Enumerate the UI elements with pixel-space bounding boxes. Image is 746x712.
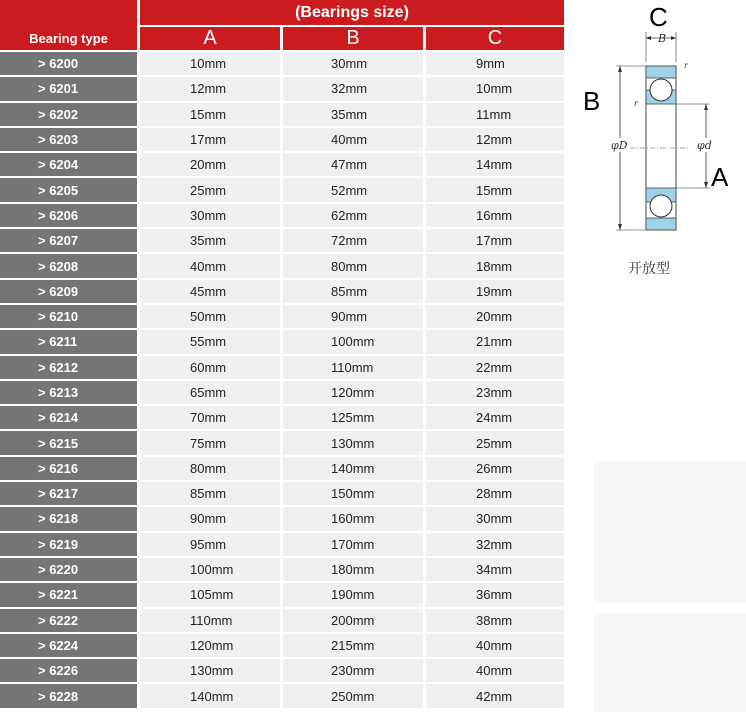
- size-c-cell: 32mm: [426, 533, 564, 558]
- size-c-cell: 24mm: [426, 406, 564, 431]
- bearing-type-cell: > 6224: [0, 634, 137, 659]
- size-c-cell: 9mm: [426, 52, 564, 77]
- size-a-cell: 95mm: [140, 533, 280, 558]
- bearing-type-cell: > 6208: [0, 254, 137, 279]
- column-b-header: B: [283, 27, 423, 52]
- size-a-cell: 105mm: [140, 583, 280, 608]
- size-a-cell: 10mm: [140, 52, 280, 77]
- bearing-type-cell: > 6213: [0, 381, 137, 406]
- bearing-type-cell: > 6200: [0, 52, 137, 77]
- size-b-cell: 52mm: [283, 178, 423, 203]
- size-c-cell: 25mm: [426, 431, 564, 456]
- bearing-type-cell: > 6228: [0, 684, 137, 709]
- bearing-type-cell: > 6207: [0, 229, 137, 254]
- size-c-cell: 19mm: [426, 280, 564, 305]
- size-a-cell: 65mm: [140, 381, 280, 406]
- bearing-type-cell: > 6204: [0, 153, 137, 178]
- bearing-type-header: Bearing type: [0, 0, 137, 52]
- bearing-type-cell: > 6218: [0, 507, 137, 532]
- letter-b-label: B: [583, 86, 601, 116]
- size-b-cell: 120mm: [283, 381, 423, 406]
- bearing-type-cell: > 6226: [0, 659, 137, 684]
- bearing-diagram: [570, 0, 746, 300]
- bearing-type-cell: > 6217: [0, 482, 137, 507]
- bearing-type-cell: > 6205: [0, 178, 137, 203]
- size-a-cell: 60mm: [140, 356, 280, 381]
- size-c-cell: 40mm: [426, 634, 564, 659]
- radius-label-top: r: [684, 61, 688, 70]
- bearing-type-cell: > 6215: [0, 431, 137, 456]
- size-b-cell: 85mm: [283, 280, 423, 305]
- size-c-cell: 21mm: [426, 330, 564, 355]
- bearing-type-cell: > 6206: [0, 204, 137, 229]
- size-c-cell: 36mm: [426, 583, 564, 608]
- size-a-cell: 15mm: [140, 103, 280, 128]
- size-c-cell: 30mm: [426, 507, 564, 532]
- size-a-cell: 40mm: [140, 254, 280, 279]
- size-b-cell: 180mm: [283, 558, 423, 583]
- size-b-cell: 100mm: [283, 330, 423, 355]
- size-a-cell: 110mm: [140, 609, 280, 634]
- size-b-cell: 62mm: [283, 204, 423, 229]
- size-a-cell: 75mm: [140, 431, 280, 456]
- size-b-cell: 90mm: [283, 305, 423, 330]
- size-a-cell: 50mm: [140, 305, 280, 330]
- bearing-type-cell: > 6220: [0, 558, 137, 583]
- bearing-type-cell: > 6219: [0, 533, 137, 558]
- size-c-cell: 23mm: [426, 381, 564, 406]
- column-a-header: A: [140, 27, 280, 52]
- size-c-cell: 26mm: [426, 457, 564, 482]
- letter-c-label: C: [649, 2, 668, 32]
- bearing-type-cell: > 6210: [0, 305, 137, 330]
- size-b-cell: 72mm: [283, 229, 423, 254]
- size-b-cell: 150mm: [283, 482, 423, 507]
- size-b-cell: 130mm: [283, 431, 423, 456]
- size-c-cell: 11mm: [426, 103, 564, 128]
- size-c-cell: 22mm: [426, 356, 564, 381]
- size-a-cell: 45mm: [140, 280, 280, 305]
- size-a-cell: 80mm: [140, 457, 280, 482]
- size-b-cell: 35mm: [283, 103, 423, 128]
- size-c-cell: 18mm: [426, 254, 564, 279]
- size-a-cell: 140mm: [140, 684, 280, 709]
- size-b-cell: 47mm: [283, 153, 423, 178]
- size-b-cell: 140mm: [283, 457, 423, 482]
- dim-outer-label: φD: [611, 139, 628, 152]
- open-type-caption: 开放型: [628, 261, 670, 277]
- size-c-cell: 17mm: [426, 229, 564, 254]
- bearing-type-cell: > 6222: [0, 609, 137, 634]
- radius-label-side: r: [634, 99, 638, 108]
- size-a-cell: 55mm: [140, 330, 280, 355]
- size-b-cell: 215mm: [283, 634, 423, 659]
- size-a-cell: 17mm: [140, 128, 280, 153]
- size-a-cell: 120mm: [140, 634, 280, 659]
- size-a-cell: 25mm: [140, 178, 280, 203]
- bearing-type-cell: > 6216: [0, 457, 137, 482]
- bearing-type-cell: > 6209: [0, 280, 137, 305]
- bearing-type-cell: > 6214: [0, 406, 137, 431]
- size-c-cell: 34mm: [426, 558, 564, 583]
- bearing-type-cell: > 6202: [0, 103, 137, 128]
- size-c-cell: 38mm: [426, 609, 564, 634]
- bearing-type-cell: > 6201: [0, 77, 137, 102]
- dim-b-label: B: [658, 32, 667, 45]
- size-a-cell: 100mm: [140, 558, 280, 583]
- size-b-cell: 200mm: [283, 609, 423, 634]
- size-b-cell: 32mm: [283, 77, 423, 102]
- size-b-cell: 40mm: [283, 128, 423, 153]
- size-c-cell: 10mm: [426, 77, 564, 102]
- size-c-cell: 15mm: [426, 178, 564, 203]
- size-a-cell: 35mm: [140, 229, 280, 254]
- size-c-cell: 40mm: [426, 659, 564, 684]
- size-b-cell: 230mm: [283, 659, 423, 684]
- size-c-cell: 16mm: [426, 204, 564, 229]
- size-c-cell: 20mm: [426, 305, 564, 330]
- size-a-cell: 20mm: [140, 153, 280, 178]
- size-c-cell: 12mm: [426, 128, 564, 153]
- size-b-cell: 30mm: [283, 52, 423, 77]
- size-b-cell: 190mm: [283, 583, 423, 608]
- size-a-cell: 130mm: [140, 659, 280, 684]
- size-a-cell: 85mm: [140, 482, 280, 507]
- size-b-cell: 170mm: [283, 533, 423, 558]
- size-c-cell: 14mm: [426, 153, 564, 178]
- size-c-cell: 28mm: [426, 482, 564, 507]
- letter-a-label: A: [711, 162, 729, 192]
- size-b-cell: 250mm: [283, 684, 423, 709]
- bearing-type-cell: > 6212: [0, 356, 137, 381]
- size-b-cell: 110mm: [283, 356, 423, 381]
- bearing-type-cell: > 6221: [0, 583, 137, 608]
- size-b-cell: 80mm: [283, 254, 423, 279]
- size-a-cell: 30mm: [140, 204, 280, 229]
- bearings-size-header: (Bearings size): [140, 0, 564, 27]
- size-b-cell: 160mm: [283, 507, 423, 532]
- column-c-header: C: [426, 27, 564, 52]
- size-a-cell: 70mm: [140, 406, 280, 431]
- bearing-type-cell: > 6203: [0, 128, 137, 153]
- dim-inner-label: φd: [697, 139, 712, 152]
- size-a-cell: 12mm: [140, 77, 280, 102]
- faded-panel: [594, 462, 746, 602]
- size-b-cell: 125mm: [283, 406, 423, 431]
- size-c-cell: 42mm: [426, 684, 564, 709]
- faded-panel: [594, 614, 746, 712]
- bearing-type-cell: > 6211: [0, 330, 137, 355]
- size-a-cell: 90mm: [140, 507, 280, 532]
